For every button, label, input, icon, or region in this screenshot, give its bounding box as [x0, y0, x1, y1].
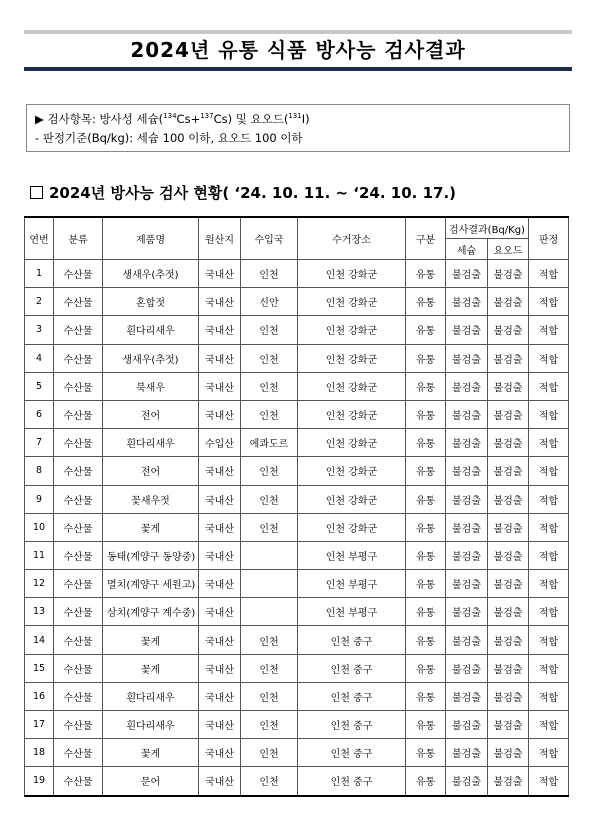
cell-product: 꽃게 [103, 513, 199, 541]
cs134-mass-number: 134 [163, 112, 177, 120]
cell-judgment: 적합 [529, 739, 569, 767]
cell-importer: 인천 [241, 626, 298, 654]
cell-category: 수산물 [54, 400, 103, 428]
cell-product: 꽃게 [103, 626, 199, 654]
cell-no: 4 [25, 344, 54, 372]
cell-iodine: 불검출 [488, 316, 529, 344]
cell-judgment: 적합 [529, 711, 569, 739]
cell-cesium: 불검출 [446, 626, 488, 654]
cell-importer: 인천 [241, 457, 298, 485]
cell-product: 생새우(추젓) [103, 260, 199, 288]
cell-category: 수산물 [54, 626, 103, 654]
table-row [25, 344, 569, 372]
cell-product: 생새우(추젓) [103, 344, 199, 372]
cell-location: 인천 강화군 [298, 344, 406, 372]
cell-importer: 인천 [241, 316, 298, 344]
cell-importer: 인천 [241, 682, 298, 710]
cell-origin: 국내산 [199, 682, 241, 710]
cell-no: 17 [25, 711, 54, 739]
cell-judgment: 적합 [529, 626, 569, 654]
cell-importer [241, 598, 298, 626]
cell-no: 6 [25, 400, 54, 428]
cell-cesium: 불검출 [446, 429, 488, 457]
cell-no: 9 [25, 485, 54, 513]
cell-cesium: 불검출 [446, 260, 488, 288]
cell-location: 인천 부평구 [298, 570, 406, 598]
cell-category: 수산물 [54, 739, 103, 767]
cell-type: 유통 [406, 429, 446, 457]
cell-judgment: 적합 [529, 570, 569, 598]
cell-origin: 국내산 [199, 739, 241, 767]
cell-category: 수산물 [54, 288, 103, 316]
cell-origin: 국내산 [199, 513, 241, 541]
cell-importer: 인천 [241, 260, 298, 288]
cell-origin: 국내산 [199, 654, 241, 682]
cell-type: 유통 [406, 682, 446, 710]
cell-location: 인천 중구 [298, 654, 406, 682]
cell-cesium: 불검출 [446, 767, 488, 796]
cell-type: 유통 [406, 344, 446, 372]
table-row [25, 570, 569, 598]
cell-cesium: 불검출 [446, 316, 488, 344]
cell-no: 18 [25, 739, 54, 767]
criteria-box [26, 104, 570, 152]
cell-origin: 국내산 [199, 400, 241, 428]
table-row [25, 541, 569, 569]
cell-cesium: 불검출 [446, 400, 488, 428]
cell-type: 유통 [406, 485, 446, 513]
triangle-bullet-icon: ▶ [35, 112, 44, 126]
table-row [25, 513, 569, 541]
table-row [25, 457, 569, 485]
cell-iodine: 불검출 [488, 541, 529, 569]
cell-no: 2 [25, 288, 54, 316]
cell-category: 수산물 [54, 570, 103, 598]
header-judgment: 판정 [529, 217, 569, 260]
cell-iodine: 불검출 [488, 344, 529, 372]
cell-cesium: 불검출 [446, 457, 488, 485]
table-row [25, 711, 569, 739]
cell-iodine: 불검출 [488, 570, 529, 598]
cell-judgment: 적합 [529, 429, 569, 457]
cell-product: 전어 [103, 400, 199, 428]
cell-product: 꽃새우젓 [103, 485, 199, 513]
cell-location: 인천 중구 [298, 626, 406, 654]
cell-product: 혼합젓 [103, 288, 199, 316]
table-row [25, 288, 569, 316]
cell-location: 인천 강화군 [298, 400, 406, 428]
cell-type: 유통 [406, 767, 446, 796]
cell-origin: 국내산 [199, 260, 241, 288]
cell-origin: 국내산 [199, 485, 241, 513]
header-location: 수거장소 [298, 217, 406, 260]
cell-location: 인천 강화군 [298, 372, 406, 400]
table-row [25, 400, 569, 428]
table-row [25, 429, 569, 457]
cell-no: 5 [25, 372, 54, 400]
i-close-text: I) [301, 112, 310, 126]
cell-category: 수산물 [54, 344, 103, 372]
cell-iodine: 불검출 [488, 429, 529, 457]
cell-cesium: 불검출 [446, 654, 488, 682]
header-importer: 수입국 [241, 217, 298, 260]
cell-location: 인천 중구 [298, 767, 406, 796]
cell-origin: 국내산 [199, 372, 241, 400]
i131-mass-number: 131 [288, 112, 302, 120]
header-type: 구분 [406, 217, 446, 260]
cell-type: 유통 [406, 513, 446, 541]
cell-type: 유통 [406, 457, 446, 485]
empty-square-icon [30, 186, 43, 199]
cell-category: 수산물 [54, 767, 103, 796]
cell-product: 흰다리새우 [103, 682, 199, 710]
cell-type: 유통 [406, 654, 446, 682]
test-items-text: 검사항목: 방사성 세슘( [47, 112, 164, 126]
cell-category: 수산물 [54, 711, 103, 739]
cell-location: 인천 강화군 [298, 513, 406, 541]
cell-product: 꽃게 [103, 739, 199, 767]
table-row [25, 260, 569, 288]
cell-cesium: 불검출 [446, 513, 488, 541]
cell-iodine: 불검출 [488, 513, 529, 541]
cell-category: 수산물 [54, 429, 103, 457]
cell-type: 유통 [406, 598, 446, 626]
cell-category: 수산물 [54, 316, 103, 344]
table-row [25, 767, 569, 796]
table-row [25, 682, 569, 710]
cell-judgment: 적합 [529, 513, 569, 541]
cell-no: 10 [25, 513, 54, 541]
cell-no: 12 [25, 570, 54, 598]
section-heading [30, 181, 456, 205]
cell-origin: 국내산 [199, 457, 241, 485]
cell-iodine: 불검출 [488, 485, 529, 513]
results-table [24, 216, 569, 797]
cell-judgment: 적합 [529, 400, 569, 428]
cell-product: 동태(계양구 동양중) [103, 541, 199, 569]
cell-type: 유통 [406, 260, 446, 288]
cell-type: 유통 [406, 739, 446, 767]
cell-iodine: 불검출 [488, 372, 529, 400]
cell-judgment: 적합 [529, 767, 569, 796]
cell-category: 수산물 [54, 598, 103, 626]
cell-product: 흰다리새우 [103, 316, 199, 344]
cell-judgment: 적합 [529, 598, 569, 626]
cell-cesium: 불검출 [446, 682, 488, 710]
header-result-group: 검사결과(Bq/Kg) [446, 217, 529, 239]
cell-importer: 인천 [241, 513, 298, 541]
cell-location: 인천 강화군 [298, 260, 406, 288]
cell-type: 유통 [406, 288, 446, 316]
cell-no: 7 [25, 429, 54, 457]
table-body [25, 260, 569, 796]
header-product: 제품명 [103, 217, 199, 260]
cell-location: 인천 강화군 [298, 316, 406, 344]
cell-location: 인천 부평구 [298, 541, 406, 569]
cell-type: 유통 [406, 372, 446, 400]
cell-origin: 국내산 [199, 570, 241, 598]
table-row [25, 654, 569, 682]
cell-no: 19 [25, 767, 54, 796]
cell-category: 수산물 [54, 260, 103, 288]
cell-judgment: 적합 [529, 654, 569, 682]
cell-no: 15 [25, 654, 54, 682]
table-row [25, 626, 569, 654]
cell-product: 흰다리새우 [103, 711, 199, 739]
cell-product: 삼치(계양구 계수중) [103, 598, 199, 626]
cell-iodine: 불검출 [488, 260, 529, 288]
cell-importer [241, 570, 298, 598]
cell-importer: 인천 [241, 654, 298, 682]
cell-judgment: 적합 [529, 457, 569, 485]
cell-location: 인천 중구 [298, 739, 406, 767]
table-header-row [25, 217, 569, 239]
cell-importer: 인천 [241, 739, 298, 767]
cell-importer: 인천 [241, 485, 298, 513]
cell-type: 유통 [406, 316, 446, 344]
cell-product: 문어 [103, 767, 199, 796]
table-row [25, 372, 569, 400]
cell-location: 인천 강화군 [298, 457, 406, 485]
title-bottom-rule [24, 67, 572, 71]
header-category: 분류 [54, 217, 103, 260]
header-iodine: 요오드 [488, 239, 529, 260]
cell-no: 14 [25, 626, 54, 654]
cell-iodine: 불검출 [488, 457, 529, 485]
cell-category: 수산물 [54, 682, 103, 710]
test-items-line [35, 110, 561, 129]
cell-origin: 국내산 [199, 626, 241, 654]
cell-no: 3 [25, 316, 54, 344]
table-row [25, 598, 569, 626]
cell-type: 유통 [406, 541, 446, 569]
cell-category: 수산물 [54, 485, 103, 513]
cell-location: 인천 강화군 [298, 485, 406, 513]
header-origin: 원산지 [199, 217, 241, 260]
cell-judgment: 적합 [529, 316, 569, 344]
cell-location: 인천 중구 [298, 682, 406, 710]
cell-iodine: 불검출 [488, 598, 529, 626]
cell-origin: 국내산 [199, 288, 241, 316]
cs-plus-text: Cs+ [176, 112, 201, 126]
cell-product: 북새우 [103, 372, 199, 400]
cell-judgment: 적합 [529, 260, 569, 288]
cell-category: 수산물 [54, 372, 103, 400]
cell-category: 수산물 [54, 513, 103, 541]
cell-no: 16 [25, 682, 54, 710]
cell-importer: 인천 [241, 400, 298, 428]
cell-origin: 국내산 [199, 316, 241, 344]
cell-origin: 국내산 [199, 598, 241, 626]
section-heading-text: 2024년 방사능 검사 현황( ‘24. 10. 11. ~ ‘24. 10. 17.) [49, 184, 456, 202]
cell-no: 11 [25, 541, 54, 569]
cell-iodine: 불검출 [488, 767, 529, 796]
cell-importer: 인천 [241, 711, 298, 739]
cell-judgment: 적합 [529, 541, 569, 569]
cell-judgment: 적합 [529, 682, 569, 710]
cell-cesium: 불검출 [446, 485, 488, 513]
cell-cesium: 불검출 [446, 711, 488, 739]
cell-origin: 국내산 [199, 711, 241, 739]
header-cesium: 세슘 [446, 239, 488, 260]
cell-type: 유통 [406, 400, 446, 428]
cell-location: 인천 부평구 [298, 598, 406, 626]
cell-type: 유통 [406, 711, 446, 739]
cell-origin: 국내산 [199, 767, 241, 796]
cell-judgment: 적합 [529, 288, 569, 316]
cell-iodine: 불검출 [488, 739, 529, 767]
table-row [25, 485, 569, 513]
header-no: 연번 [25, 217, 54, 260]
cell-type: 유통 [406, 626, 446, 654]
cell-product: 흰다리새우 [103, 429, 199, 457]
cell-product: 전어 [103, 457, 199, 485]
title-top-rule [24, 30, 572, 34]
cs-close-text: Cs) 및 요오드( [213, 112, 289, 126]
table-row [25, 316, 569, 344]
cell-product: 멸치(계양구 세원고) [103, 570, 199, 598]
cell-iodine: 불검출 [488, 711, 529, 739]
cell-judgment: 적합 [529, 344, 569, 372]
cell-cesium: 불검출 [446, 288, 488, 316]
cell-importer: 인천 [241, 372, 298, 400]
cell-product: 꽃게 [103, 654, 199, 682]
cell-origin: 국내산 [199, 541, 241, 569]
cell-location: 인천 강화군 [298, 429, 406, 457]
cell-iodine: 불검출 [488, 626, 529, 654]
cell-judgment: 적합 [529, 485, 569, 513]
cell-judgment: 적합 [529, 372, 569, 400]
cell-category: 수산물 [54, 457, 103, 485]
cell-cesium: 불검출 [446, 570, 488, 598]
judgment-standard-line: - 판정기준(Bq/kg): 세슘 100 이하, 요오드 100 이하 [35, 131, 303, 145]
cell-iodine: 불검출 [488, 654, 529, 682]
cell-category: 수산물 [54, 541, 103, 569]
cell-cesium: 불검출 [446, 541, 488, 569]
cell-importer: 신안 [241, 288, 298, 316]
cell-location: 인천 중구 [298, 711, 406, 739]
cell-no: 13 [25, 598, 54, 626]
cell-category: 수산물 [54, 654, 103, 682]
cell-location: 인천 강화군 [298, 288, 406, 316]
cell-importer [241, 541, 298, 569]
cell-cesium: 불검출 [446, 598, 488, 626]
cell-iodine: 불검출 [488, 682, 529, 710]
cs137-mass-number: 137 [200, 112, 214, 120]
cell-importer: 에콰도르 [241, 429, 298, 457]
cell-iodine: 불검출 [488, 400, 529, 428]
table-row [25, 739, 569, 767]
cell-importer: 인천 [241, 344, 298, 372]
cell-cesium: 불검출 [446, 739, 488, 767]
cell-no: 8 [25, 457, 54, 485]
cell-no: 1 [25, 260, 54, 288]
cell-origin: 수입산 [199, 429, 241, 457]
cell-iodine: 불검출 [488, 288, 529, 316]
cell-origin: 국내산 [199, 344, 241, 372]
cell-type: 유통 [406, 570, 446, 598]
cell-importer: 인천 [241, 767, 298, 796]
document-title: 2024년 유통 식품 방사능 검사결과 [130, 38, 466, 62]
cell-cesium: 불검출 [446, 372, 488, 400]
cell-cesium: 불검출 [446, 344, 488, 372]
